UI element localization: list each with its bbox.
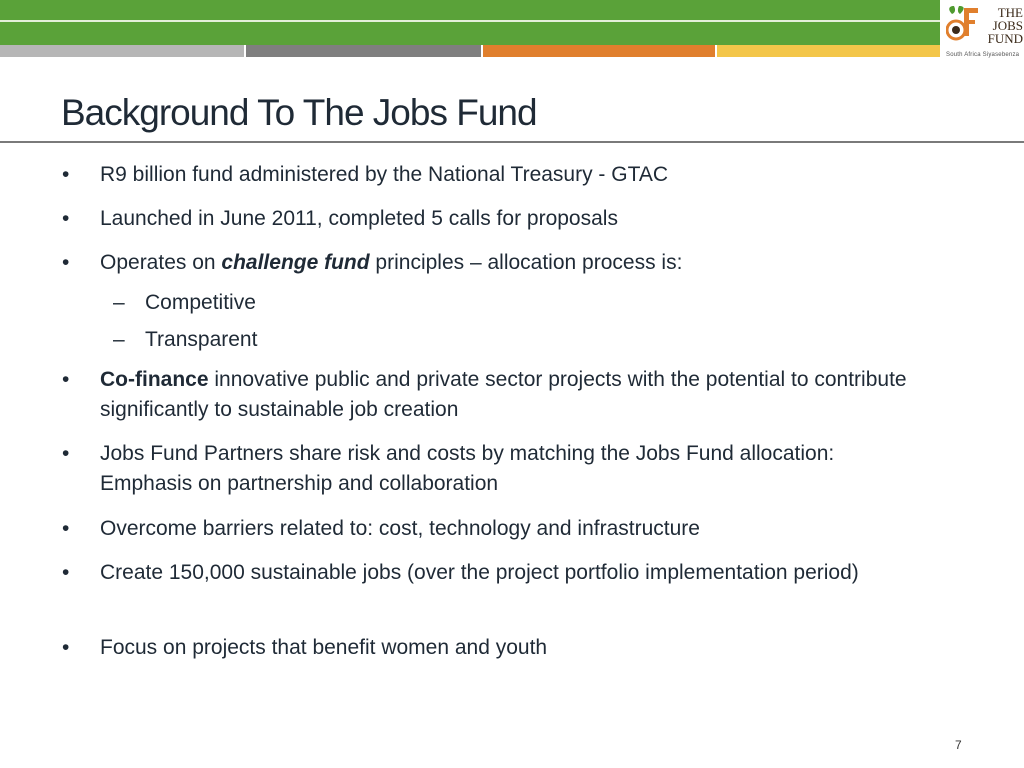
logo-line-the: THE [997, 5, 1023, 20]
bullet-icon: • [62, 561, 70, 584]
stripe-yellow [717, 45, 940, 57]
bullet-emphasis: Co-finance [100, 368, 209, 391]
bullet-text: Launched in June 2011, completed 5 calls for proposals [100, 207, 618, 230]
bullet-text-prefix: Operates on [100, 251, 222, 274]
bullet-item [62, 439, 920, 499]
sub-bullet-item [113, 325, 258, 355]
bullet-item [62, 514, 920, 544]
jobs-fund-logo [944, 2, 1024, 62]
bullet-icon: • [62, 636, 70, 659]
bullet-text: R9 billion fund administered by the National Treasury - GTAC [100, 163, 669, 186]
header-bar [0, 0, 940, 45]
bullet-icon: • [62, 442, 70, 465]
bullet-text: Overcome barriers related to: cost, technology and infrastructure [100, 517, 700, 540]
logo-emblem-icon [946, 4, 980, 48]
bullet-text-suffix: innovative public and private sector projects with the potential to contribute significantly to sustainable job creation [100, 368, 907, 421]
stripe-grey-light [0, 45, 244, 57]
logo-tagline: South Africa Siyasebenza [946, 52, 1020, 58]
bullet-item [62, 633, 920, 663]
bullet-icon: • [62, 207, 70, 230]
bullet-item [62, 160, 920, 190]
stripe-orange [483, 45, 716, 57]
bullet-item [62, 248, 920, 278]
dash-icon: – [113, 291, 125, 314]
page-number: 7 [955, 738, 962, 752]
bullet-text: Focus on projects that benefit women and youth [100, 636, 548, 659]
bullet-item [62, 365, 920, 425]
sub-bullet-item [113, 288, 256, 318]
logo-line-jobs: JOBS [992, 18, 1023, 33]
dash-icon: – [113, 328, 125, 351]
bullet-text: Create 150,000 sustainable jobs (over the project portfolio implementation period) [100, 561, 859, 584]
bullet-icon: • [62, 163, 70, 186]
bullet-emphasis: challenge fund [221, 251, 370, 274]
bullet-icon: • [62, 251, 70, 274]
slide-title: Background To The Jobs Fund [61, 92, 537, 133]
bullet-text-suffix: principles – allocation process is: [369, 251, 683, 274]
sub-bullet-text: Transparent [145, 328, 258, 351]
header-stripes [0, 45, 940, 57]
bullet-text: Jobs Fund Partners share risk and costs by matching the Jobs Fund allocation: Emphasis on partnership and collaboration [100, 442, 835, 495]
bullet-icon: • [62, 517, 70, 540]
bullet-item [62, 204, 920, 234]
title-rule [0, 141, 1024, 143]
bullet-icon: • [62, 368, 70, 391]
logo-line-fund: FUND [987, 31, 1023, 46]
bullet-item [62, 558, 920, 588]
stripe-grey-dark [246, 45, 481, 57]
header-line [0, 20, 940, 22]
sub-bullet-text: Competitive [145, 291, 256, 314]
